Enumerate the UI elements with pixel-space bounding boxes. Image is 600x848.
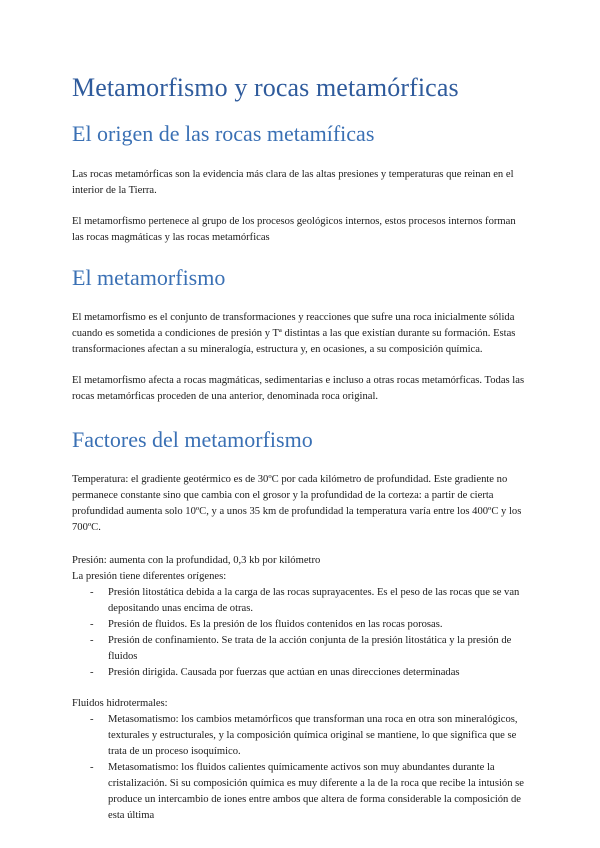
paragraph: Las rocas metamórficas son la evidencia más clara de las altas presiones y temperaturas que reinan en el interior de la Tierra.	[72, 169, 514, 196]
section-heading-factores: Factores del metamorfismo	[72, 427, 313, 452]
list-item: - Presión de fluidos. Es la presión de los fluidos contenidos en las rocas porosas.	[72, 617, 528, 633]
paragraph-presion: Presión: aumenta con la profundidad, 0,3 kb por kilómetro	[72, 555, 321, 566]
list-item: - Presión dirigida. Causada por fuerzas que actúan en unas direcciones determinadas	[72, 665, 528, 681]
list-item: - Presión litostática debida a la carga de las rocas suprayacentes. Es el peso de las rocas que se van depositando unas encima de otras.	[72, 585, 528, 617]
document-title: Metamorfismo y rocas metamórficas	[72, 73, 459, 102]
paragraph-presion-origenes: La presión tiene diferentes orígenes:	[72, 571, 227, 582]
paragraph: El metamorfismo es el conjunto de transformaciones y reacciones que sufre una roca inicialmente sólida cuando es sometida a condiciones de presión y Tª distintas a las que existían durante su formación. Estas transformaciones afectan a su mineralogía, estructura y, en ocasiones, a su composición química.	[72, 312, 516, 355]
paragraph-temperatura: Temperatura: el gradiente geotérmico es de 30ºC por cada kilómetro de profundidad. Este gradiente no permanece constante sino que cambia con el grosor y la profundidad de la corteza: a partir de cierta profundidad aumenta solo 10ºC, y a unos 35 km de profundidad la temperatura varía entre los 400ºC y los 700ºC.	[72, 474, 522, 533]
section-heading-metamorfismo: El metamorfismo	[72, 265, 226, 290]
pressure-list	[72, 585, 528, 681]
paragraph: El metamorfismo pertenece al grupo de los procesos geológicos internos, estos procesos internos forman las rocas magmáticas y las rocas metamórficas	[72, 216, 516, 243]
fluids-list	[72, 712, 528, 824]
list-item: - Presión de confinamiento. Se trata de la acción conjunta de la presión litostática y la presión de fluidos	[72, 633, 528, 665]
section-heading-origen: El origen de las rocas metamíficas	[72, 121, 375, 146]
list-item: - Metasomatismo: los cambios metamórficos que transforman una roca en otra son mineralógicos, texturales y estructurales, y la composición química original se mantiene, lo que significa que se trata de un proceso isoquímico.	[72, 712, 528, 760]
paragraph-fluidos: Fluidos hidrotermales:	[72, 698, 168, 709]
list-item: - Metasomatismo: los fluidos calientes químicamente activos son muy abundantes durante la cristalización. Si su composición química es muy diferente a la de la roca que recibe la intusión se produce un intercambio de iones entre ambos que altera de forma considerable la composición de esta última	[72, 760, 528, 824]
paragraph: El metamorfismo afecta a rocas magmáticas, sedimentarias e incluso a otras rocas metamórficas. Todas las rocas metamórficas proceden de una anterior, denominada roca original.	[72, 375, 525, 402]
